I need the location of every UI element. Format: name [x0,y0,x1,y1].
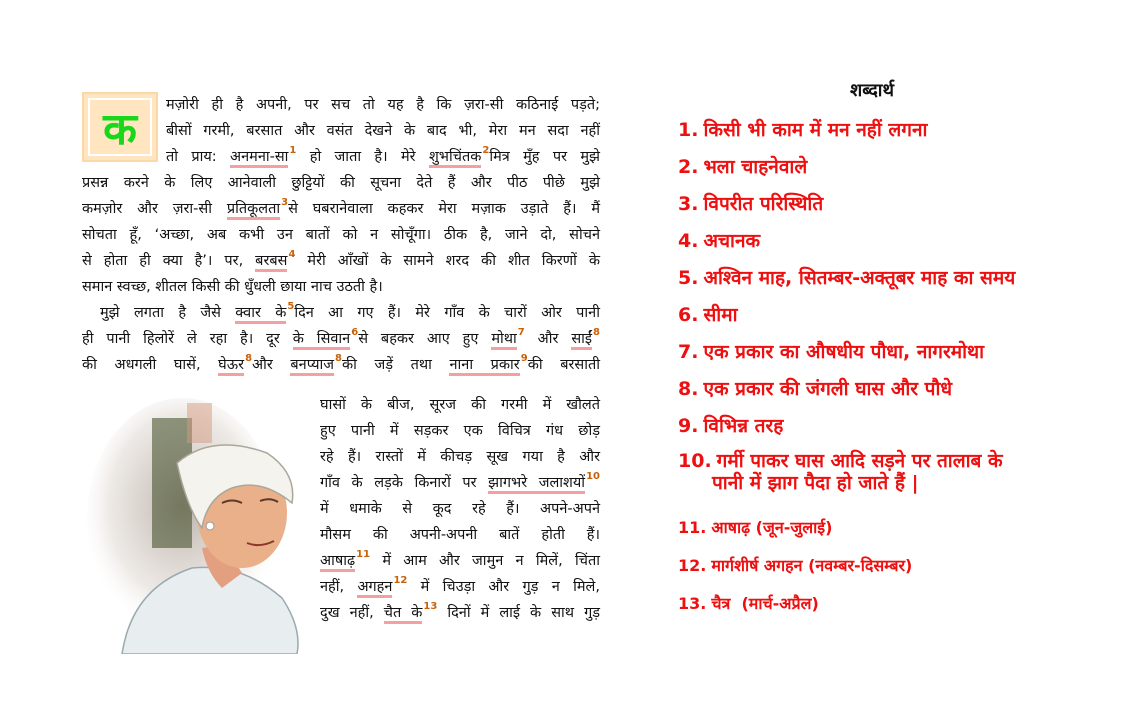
glossed-word-5: क्वार के [235,305,286,324]
footnote-marker-1: 1 [289,145,297,156]
passage-line-7: से होता ही क्या है’। पर, बरबस$^4$ मेरी आँखों के सामने शरद की शीत किरणों के [82,248,600,274]
passage-line-19: नहीं, अगहन$^{12}$ में चिउड़ा और गुड़ न मिले, [320,574,600,600]
glossed-word-2: शुभचिंतक [429,149,481,168]
glossary-item-9: 9. विभिन्न तरह [678,415,784,437]
glossary-item-6: 6. सीमा [678,304,738,326]
footnote-marker-5: 5 [287,301,295,312]
glossed-word-10: झागभरे जलाशयों [488,475,585,494]
footnote-marker-8c: 8 [335,353,342,364]
glossary-item-2: 2. भला चाहनेवाले [678,156,808,178]
passage-line-20: दुख नहीं, चैत के$^{13}$ दिनों में लाई के साथ गुड़ [320,600,600,626]
glossary-item-4: 4. अचानक [678,230,761,252]
glossary-item-5: 5. अश्विन माह, सितम्बर-अक्तूबर माह का समय [678,267,1016,289]
glossary-item-8: 8. एक प्रकार की जंगली घास और पौधे [678,378,953,400]
passage-line-5: कमज़ोर और ज़रा-सी प्रतिकूलता$^3$से घबरानेवाला कहकर मेरा मज़ाक उड़ाते हैं। मैं [82,196,600,222]
glossed-word-12: अगहन [357,579,392,598]
glossed-word-8a: साईं [571,331,592,350]
glossed-word-8c: बनप्याज [290,357,334,376]
passage-line-4: प्रसन्न करने के लिए आनेवाली छुट्टियों की सूचना देते हैं और पीठ पीछे मुझे [82,175,600,191]
passage-line-6: सोचता हूँ, ‘अच्छा, अब कभी उन बातों को न सोचूँगा। ठीक है, जाने दो, सोचने [82,227,600,243]
glossed-word-8b: घेऊर [218,357,244,376]
footnote-marker-12: 12 [393,575,408,586]
glossed-word-1: अनमना-सा [230,149,288,168]
footnote-marker-13: 13 [423,601,438,612]
footnote-marker-3: 3 [281,197,289,208]
glossary-item-10: 10. गर्मी पाकर घास आदि सड़ने पर तालाब के पानी में झाग पैदा हो जाते हैं | [678,450,1003,494]
dropcap-box [82,92,158,162]
footnote-marker-11: 11 [356,549,371,560]
footnote-marker-8b: 8 [245,353,253,364]
footnote-marker-2: 2 [482,145,490,156]
passage-line-13: हुए पानी में सड़कर एक विचित्र गंध छोड़ [320,423,600,439]
passage-line-8: समान स्वच्छ, शीतल किसी की धुँधली छाया नाच उठती है। [82,279,383,295]
passage-line-11: की अधगली घासें, घेऊर$^8$और बनप्याज$^8$की जड़ें तथा नाना प्रकार$^9$की बरसाती [82,352,600,378]
glossed-word-9: नाना प्रकार [449,357,519,376]
footnote-marker-6: 6 [351,327,359,338]
glossary-item-1: 1. किसी भी काम में मन नहीं लगना [678,119,928,141]
glossed-word-7: मोथा [491,331,516,350]
passage-line-14: रहे हैं। रास्तों में कीचड़ सूख गया है और [320,449,600,465]
woman-illustration [82,398,314,654]
footnote-marker-8a: 8 [593,327,601,338]
glossary-item-7: 7. एक प्रकार का औषधीय पौधा, नागरमोथा [678,341,985,363]
glossed-word-6: के सिवान [293,331,350,350]
glossary-title: शब्दार्थ [850,80,894,101]
glossed-word-3: प्रतिकूलता [227,201,280,220]
glossed-word-11: आषाढ़ [320,553,355,572]
glossed-word-4: बरबस [255,253,287,272]
footnote-marker-10: 10 [586,471,600,482]
glossary-item-3: 3. विपरीत परिस्थिति [678,193,824,215]
passage-line-9: मुझे लगता है जैसे क्वार के$^5$दिन आ गए हैं। मेरे गाँव के चारों ओर पानी [100,300,600,326]
passage-line-3: तो प्राय: अनमना-सा$^1$ हो जाता है। मेरे शुभचिंतक$^2$मित्र मुँह पर मुझे [166,144,600,170]
glossary-item-12: 12. मार्गशीर्ष अगहन (नवम्बर-दिसम्बर) [678,556,913,575]
dropcap-letter: क [88,98,152,156]
glossary-item-11: 11. आषाढ़ (जून-जुलाई) [678,518,833,537]
passage-line-16: में धमाके से कूद रहे हैं। अपने-अपने [320,501,600,517]
passage-line-15: गाँव के लड़के किनारों पर झागभरे जलाशयों$^{10}$ [320,470,600,496]
passage-line-10: ही पानी हिलोरें ले रहा है। दूर के सिवान$^6$से बहकर आए हुए मोथा$^7$ और साईं$^8$ [82,326,600,352]
footnote-marker-7: 7 [517,327,525,338]
passage-line-2: बीसों गरमी, बरसात और वसंत देखने के बाद भी, मेरा मन सदा नहीं [166,123,600,139]
passage-line-18: आषाढ़$^{11}$ में आम और जामुन न मिलें, चिंता [320,548,600,574]
glossary-item-13: 13. चैत्र (मार्च-अप्रैल) [678,594,819,613]
passage-line-17: मौसम की अपनी-अपनी बातें होती हैं। [320,527,600,543]
footnote-marker-4: 4 [288,249,296,260]
passage-line-1: मज़ोरी ही है अपनी, पर सच तो यह है कि ज़रा-सी कठिनाई पड़ते; [166,97,600,113]
passage-line-12: घासों के बीज, सूरज की गरमी में खौलते [320,397,600,413]
glossed-word-13: चैत के [384,605,423,624]
footnote-marker-9: 9 [520,353,528,364]
